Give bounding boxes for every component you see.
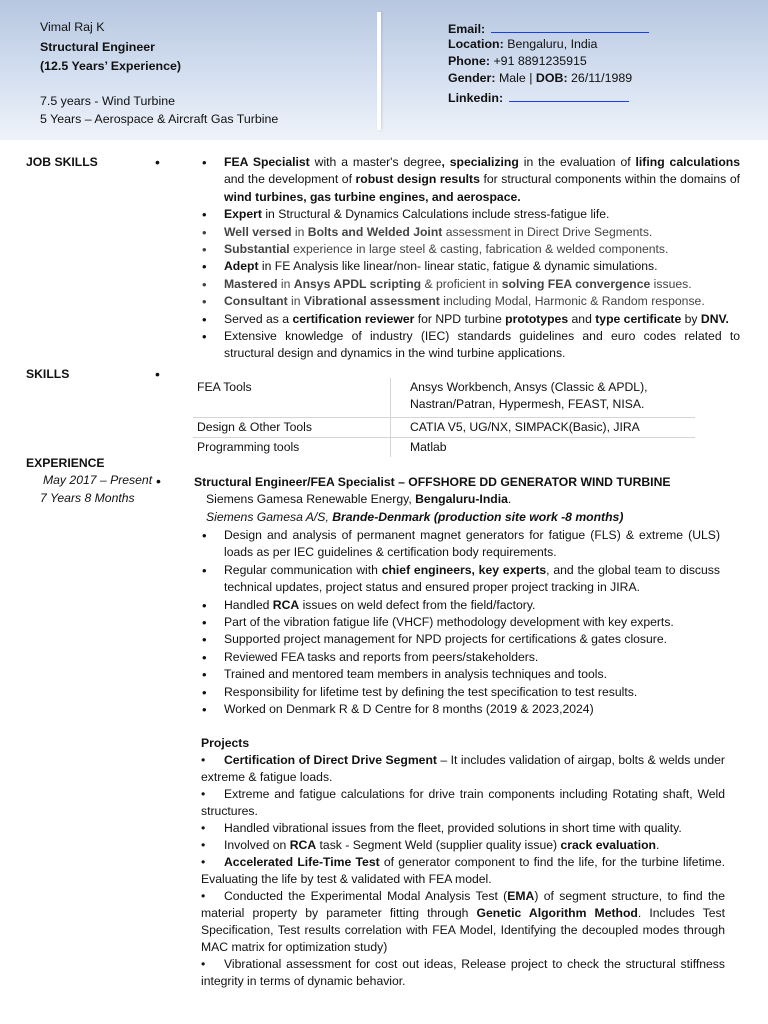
section-experience: EXPERIENCE <box>26 456 105 470</box>
dob-label: DOB: <box>535 71 568 85</box>
linkedin-link[interactable] <box>509 89 629 102</box>
company-line: Siemens Gamesa Renewable Energy, Bengaluru-India. <box>206 492 512 507</box>
email-link[interactable] <box>491 20 649 33</box>
job-title: Structural Engineer <box>40 40 155 54</box>
gender-value: Male | <box>495 71 536 85</box>
gender-label: Gender: <box>448 71 496 85</box>
email-row <box>448 20 649 36</box>
candidate-name: Vimal Raj K <box>40 20 105 34</box>
section-bullet: • <box>155 366 160 382</box>
table-row <box>193 438 695 457</box>
header-divider <box>377 12 381 130</box>
list-item: • Adept in FE Analysis like linear/non- linear static, fatigue & dynamic simulations. <box>200 258 740 275</box>
phone-row <box>448 54 587 68</box>
list-item: • Substantial experience in large steel & casting, fabrication & welded components. <box>200 241 740 258</box>
skill-value: Ansys Workbench, Ansys (Classic & APDL), Nastran/Patran, Hypermesh, FEAST, NISA. <box>410 380 648 412</box>
projects-title: Projects <box>201 736 250 750</box>
dob-value: 26/11/1989 <box>567 71 633 85</box>
list-item: • Regular communication with chief engineers, key experts, and the global team to discuss technical updates, project status and ensured proper project tracking in JIRA. <box>200 562 720 597</box>
skill-category: Programming tools <box>197 440 300 454</box>
projects-list <box>201 752 725 990</box>
section-skills: SKILLS <box>26 367 70 381</box>
location-value: Bengaluru, India <box>503 37 598 51</box>
linkedin-row <box>448 89 629 105</box>
list-item: • Extreme and fatigue calculations for drive train components including Rotating shaft, Weld structures. <box>201 787 725 818</box>
phone-value: +91 8891235915 <box>490 54 587 68</box>
list-item: • Reviewed FEA tasks and reports from peers/stakeholders. <box>200 649 720 666</box>
list-item: • Involved on RCA task - Segment Weld (supplier quality issue) crack evaluation. <box>201 838 660 852</box>
section-job-skills: JOB SKILLS <box>26 155 98 169</box>
gender-row <box>448 71 632 85</box>
list-item: • FEA Specialist with a master's degree, specializing in the evaluation of lifing calculations and the development of robust design results for structural components within the domains of wind turbines, gas turbine engines, and aerospace. <box>200 154 740 206</box>
list-item: • Accelerated Life-Time Test of generator component to find the life, for the turbine lifetime. Evaluating the life by test & validated with FEA model. <box>201 855 725 886</box>
job-period: May 2017 – Present <box>43 473 153 487</box>
list-item: • Mastered in Ansys APDL scripting & proficient in solving FEA convergence issues. <box>200 276 740 293</box>
list-item: • Consultant in Vibrational assessment including Modal, Harmonic & Random response. <box>200 293 740 310</box>
job-role: Structural Engineer/FEA Specialist – OFFSHORE DD GENERATOR WIND TURBINE <box>194 475 671 489</box>
list-item: • Served as a certification reviewer for NPD turbine prototypes and type certificate by DNV. <box>200 311 740 328</box>
phone-label: Phone: <box>448 54 490 68</box>
skill-category: Design & Other Tools <box>197 420 312 434</box>
list-item: • Handled vibrational issues from the fleet, provided solutions in short time with quality. <box>201 821 682 835</box>
list-item: • Worked on Denmark R & D Centre for 8 months (2019 & 2023,2024) <box>200 701 720 718</box>
list-item: • Supported project management for NPD projects for certifications & gates closure. <box>200 631 720 648</box>
job-skills-list <box>200 154 740 363</box>
list-item: • Expert in Structural & Dynamics Calculations include stress-fatigue life. <box>200 206 740 223</box>
job-duration: 7 Years 8 Months <box>40 491 135 505</box>
job-entry <box>194 474 742 526</box>
resume-header <box>0 0 768 140</box>
section-bullet: • <box>156 473 161 489</box>
domain-wind: 7.5 years - Wind Turbine <box>40 94 175 108</box>
table-row <box>193 418 695 438</box>
list-item: • Responsibility for lifetime test by defining the test specification to test results. <box>200 684 720 701</box>
linkedin-label: Linkedin: <box>448 91 504 105</box>
list-item: • Handled RCA issues on weld defect from the field/factory. <box>200 597 720 614</box>
experience-years: (12.5 Years’ Experience) <box>40 59 181 73</box>
skill-value: Matlab <box>410 440 447 454</box>
list-item: • Conducted the Experimental Modal Analysis Test (EMA) of segment structure, to find the material property by parameter fitting through Genetic Algorithm Method. Includes Test Specification, Test results correlation with FEA Model, Identifying the decoupled modes through MAC matrix for optimization study) <box>201 889 725 954</box>
list-item: • Design and analysis of permanent magnet generators for fatigue (FLS) & extreme (ULS) loads as per IEC guidelines & certification body requirements. <box>200 527 720 562</box>
list-item: • Vibrational assessment for cost out ideas, Release project to check the structural stiffness integrity in terms of dynamic behavior. <box>201 957 725 988</box>
list-item: • Trained and mentored team members in analysis techniques and tools. <box>200 666 720 683</box>
list-item: • Well versed in Bolts and Welded Joint assessment in Direct Drive Segments. <box>200 224 740 241</box>
job-responsibilities <box>200 527 720 718</box>
list-item: • Extensive knowledge of industry (IEC) standards guidelines and euro codes related to structural design and dynamics in the wind turbine applications. <box>200 328 740 363</box>
domain-aerospace: 5 Years – Aerospace & Aircraft Gas Turbine <box>40 112 279 126</box>
skill-category: FEA Tools <box>197 380 252 394</box>
location-label: Location: <box>448 37 504 51</box>
skill-value: CATIA V5, UG/NX, SIMPACK(Basic), JIRA <box>410 420 640 434</box>
table-row <box>193 378 695 418</box>
list-item: • Certification of Direct Drive Segment – It includes validation of airgap, bolts & welds under extreme & fatigue loads. <box>201 753 725 784</box>
section-bullet: • <box>155 154 160 170</box>
list-item: • Part of the vibration fatigue life (VHCF) methodology development with key experts. <box>200 614 720 631</box>
email-label: Email: <box>448 22 486 36</box>
site-line: Siemens Gamesa A/S, Brande-Denmark (production site work -8 months) <box>206 509 624 524</box>
location-row <box>448 37 597 51</box>
skills-table <box>193 378 695 457</box>
